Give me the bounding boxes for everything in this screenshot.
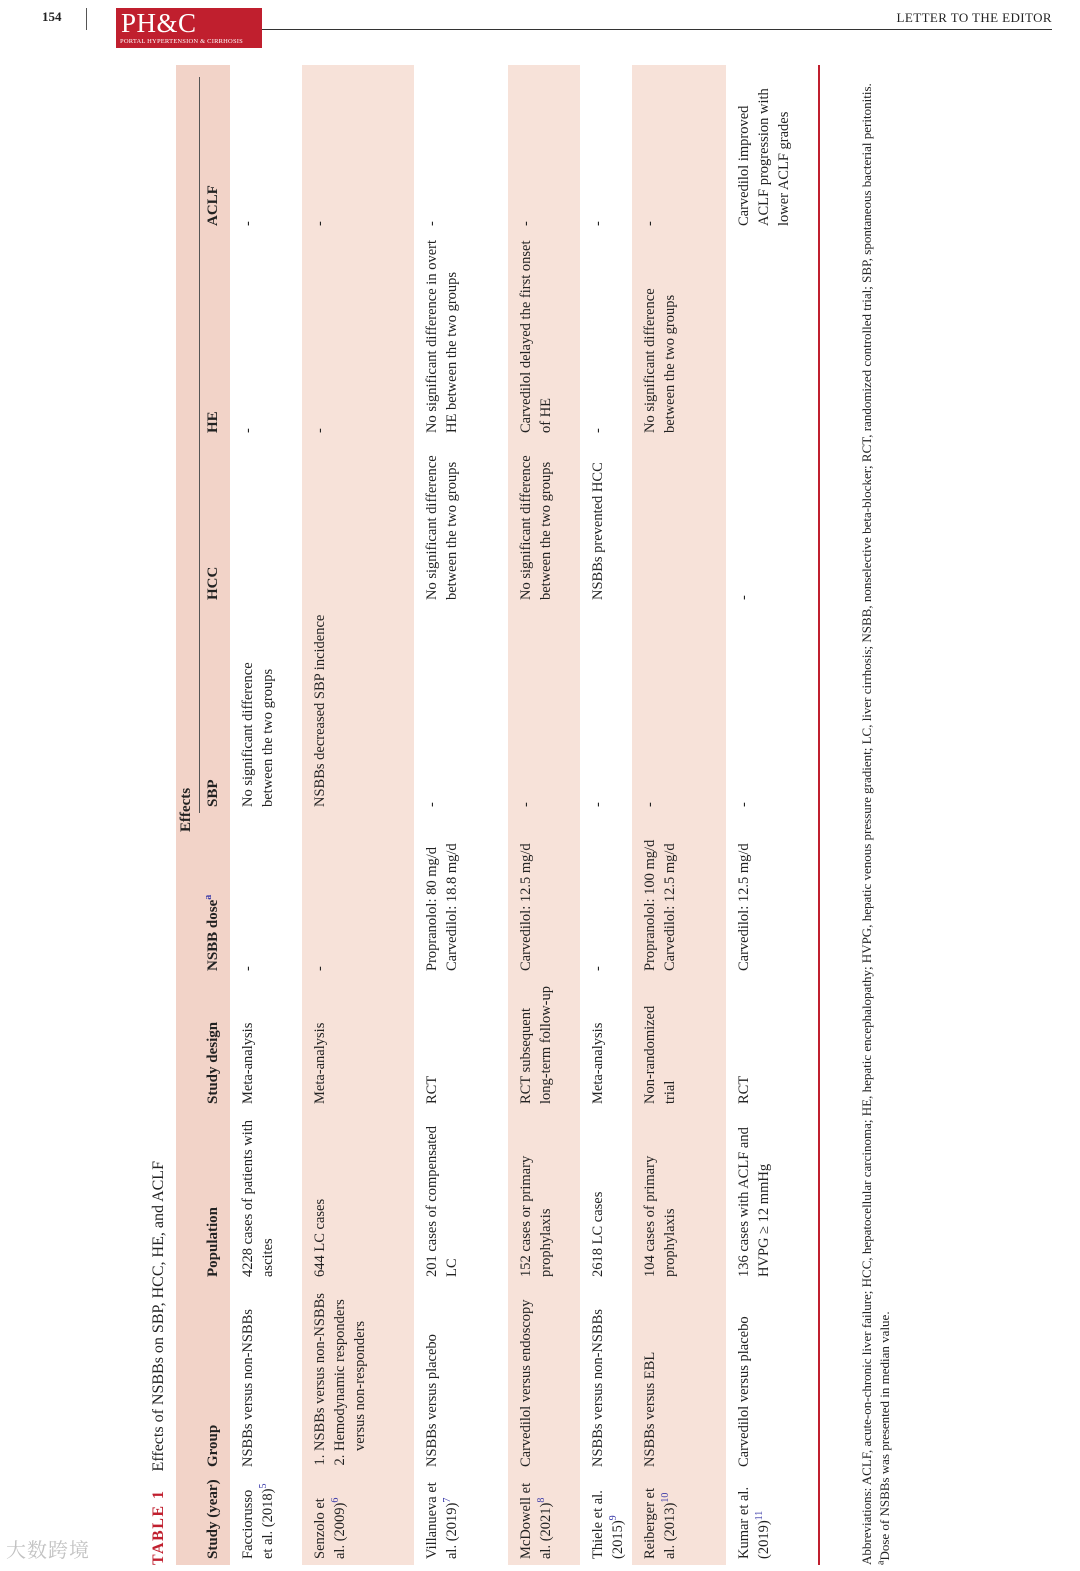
- abbreviations-note: Abbreviations: ACLF, acute-on-chronic liver failure; HCC, hepatocellular carcinoma; HE, hepatic encephalopathy; HVPG, hepatic venous pressure gradient; LC, liver cirrhosis; NSBB, nonselective beta-blocker; RCT, randomized controlled trial; SBP, spontaneous bacterial peritonitis.: [859, 83, 874, 1565]
- cell-aclf: -: [642, 221, 658, 226]
- table-row: [302, 65, 414, 1565]
- cell-dose: Carvedilol: 12.5 mg/d: [518, 843, 534, 971]
- cell-sbp: -: [590, 802, 606, 807]
- cell-population: 2618 LC cases: [590, 1191, 606, 1277]
- watermark: 大数跨境: [6, 1538, 90, 1562]
- study-text: Thiele et al. (2015): [590, 1490, 626, 1559]
- cell-dose: -: [590, 966, 606, 971]
- cell-group: [302, 1283, 414, 1473]
- cell-aclf: Carvedilol improved ACLF progression with lower ACLF grades: [736, 88, 792, 226]
- header-group: Group: [205, 1424, 221, 1467]
- cell-population: 201 cases of compensated LC: [424, 1126, 460, 1277]
- dose-note-marker: a: [875, 1560, 887, 1565]
- cell-study: [726, 1473, 818, 1565]
- cell-aclf: -: [424, 221, 440, 226]
- cell-study: [580, 1473, 632, 1565]
- study-text: Kumar et al. (2019): [736, 1486, 772, 1559]
- study-text: Villanueva et al. (2019): [424, 1482, 460, 1559]
- cell-he: -: [240, 428, 256, 433]
- cell-study: [508, 1473, 580, 1565]
- cell-dose: Propranolol: 80 mg/d Carvedilol: 18.8 mg/d: [424, 843, 460, 971]
- reference-link[interactable]: 5: [258, 1483, 270, 1489]
- group-list: [310, 1291, 370, 1467]
- cell-population: 136 cases with ACLF and HVPG ≥ 12 mmHg: [736, 1127, 772, 1277]
- cell-group: NSBBs versus non-NSBBs: [590, 1309, 606, 1467]
- cell-he: No significant difference between the two groups: [642, 288, 678, 433]
- cell-hcc: -: [736, 595, 752, 600]
- cell-sbp: -: [424, 802, 440, 807]
- cell-group: NSBBs versus non-NSBBs: [240, 1309, 256, 1467]
- header-he: HE: [205, 411, 221, 433]
- table-row: [580, 65, 632, 1565]
- header-divider: [86, 8, 87, 30]
- table-row: [726, 65, 818, 1565]
- cell-design: RCT: [424, 1075, 440, 1104]
- cell-population: 104 cases of primary prophylaxis: [642, 1155, 678, 1277]
- section-label: LETTER TO THE EDITOR: [896, 10, 1052, 25]
- cell-population: 152 cases or primary prophylaxis: [518, 1155, 554, 1277]
- cell-hcc: [302, 439, 414, 606]
- table-row: [414, 65, 508, 1565]
- cell-hcc: No significant difference between the two groups: [424, 455, 460, 600]
- cell-dose: -: [240, 966, 256, 971]
- cell-population: 644 LC cases: [312, 1198, 328, 1277]
- cell-he: No significant difference in overt HE between the two groups: [424, 240, 460, 433]
- study-text: Facciorusso et al. (2018): [240, 1488, 276, 1559]
- cell-study: [230, 1473, 302, 1565]
- cell-design: Meta-analysis: [240, 1022, 256, 1104]
- table-header-row: [176, 65, 230, 1565]
- table-title: Effects of NSBBs on SBP, HCC, HE, and ACLF: [150, 1161, 167, 1472]
- reference-link[interactable]: 7: [442, 1497, 454, 1503]
- table-row: [230, 65, 302, 1565]
- cell-he: [726, 232, 818, 439]
- cell-sbp: -: [518, 802, 534, 807]
- reference-link[interactable]: 11: [754, 1510, 766, 1521]
- cell-sbp: NSBBs decreased SBP incidence: [312, 614, 328, 807]
- cell-he: Carvedilol delayed the first onset of HE: [518, 240, 554, 433]
- table-bottom-rule: [818, 65, 820, 1565]
- dose-footnote-marker[interactable]: a: [203, 894, 214, 900]
- cell-group: Carvedilol versus placebo: [736, 1316, 752, 1467]
- header-study: Study (year): [205, 1479, 221, 1559]
- table-footnotes: [858, 65, 894, 1565]
- reference-link[interactable]: 10: [660, 1492, 672, 1503]
- table-label: TABLE 1: [150, 1489, 167, 1565]
- header-dose-text: NSBB dose: [205, 899, 221, 971]
- cell-hcc: No significant difference between the two groups: [518, 455, 554, 600]
- cell-dose: Carvedilol: 12.5 mg/d: [736, 843, 752, 971]
- cell-dose: -: [312, 966, 328, 971]
- cell-design: RCT: [736, 1075, 752, 1104]
- dose-note: [876, 65, 894, 1565]
- cell-aclf: -: [312, 221, 328, 226]
- header-population: Population: [205, 1206, 221, 1277]
- cell-design: RCT subsequent long-term follow-up: [518, 986, 554, 1104]
- table-row: [508, 65, 580, 1565]
- cell-group: NSBBs versus placebo: [424, 1334, 440, 1467]
- table-row: [632, 65, 726, 1565]
- rotated-table-block: [150, 65, 1050, 1565]
- cell-design: Non-randomized trial: [642, 1005, 678, 1104]
- cell-design: Meta-analysis: [590, 1022, 606, 1104]
- cell-hcc: [230, 439, 302, 606]
- cell-aclf: -: [240, 221, 256, 226]
- study-text: McDowell et al. (2021): [518, 1482, 554, 1559]
- reference-link[interactable]: 6: [330, 1497, 342, 1503]
- cell-population: 4228 cases of patients with ascites: [240, 1119, 276, 1277]
- page-number: 154: [42, 9, 62, 24]
- journal-logo-subtitle: PORTAL HYPERTENSION & CIRRHOSIS: [120, 38, 243, 45]
- page-header: [0, 0, 1080, 60]
- header-dose: [205, 895, 222, 971]
- header-rule: [262, 29, 1052, 30]
- journal-logo: [116, 8, 262, 48]
- cell-design: Meta-analysis: [312, 1022, 328, 1104]
- header-hcc: HCC: [205, 566, 221, 600]
- group-list-item: 1. NSBBs versus non-NSBBs: [310, 1291, 330, 1451]
- reference-link[interactable]: 9: [608, 1515, 620, 1521]
- reference-link[interactable]: 8: [536, 1497, 548, 1503]
- group-list-item: 2. Hemodynamic responders versus non-responders: [330, 1291, 370, 1451]
- cell-aclf: -: [518, 221, 534, 226]
- cell-study: [302, 1473, 414, 1565]
- header-sbp: SBP: [205, 779, 221, 807]
- cell-group: NSBBs versus EBL: [642, 1351, 658, 1467]
- study-text: Reiberger et al. (2013): [642, 1488, 678, 1559]
- cell-he: -: [590, 428, 606, 433]
- table-caption: [150, 1161, 176, 1565]
- cell-sbp: -: [736, 802, 752, 807]
- cell-he: -: [312, 428, 328, 433]
- study-text: Senzolo et al. (2009): [312, 1498, 348, 1559]
- header-design: Study design: [205, 1021, 221, 1104]
- cell-aclf: -: [590, 221, 606, 226]
- cell-study: [632, 1473, 726, 1565]
- cell-dose: Propranolol: 100 mg/d Carvedilol: 12.5 mg/d: [642, 839, 678, 971]
- cell-group: Carvedilol versus endoscopy: [518, 1299, 534, 1467]
- cell-sbp: No significant difference between the two groups: [240, 662, 276, 807]
- cell-study: [414, 1473, 508, 1565]
- header-effects: Effects: [178, 787, 194, 832]
- cell-hcc: [632, 439, 726, 606]
- cell-hcc: NSBBs prevented HCC: [590, 462, 606, 600]
- header-aclf: ACLF: [205, 185, 221, 226]
- dose-note-text: Dose of NSBBs was presented in median value.: [877, 1311, 892, 1561]
- effects-rule: [199, 77, 200, 813]
- cell-sbp: -: [642, 802, 658, 807]
- journal-logo-text: PH&C: [121, 8, 197, 38]
- data-table: [176, 65, 820, 1565]
